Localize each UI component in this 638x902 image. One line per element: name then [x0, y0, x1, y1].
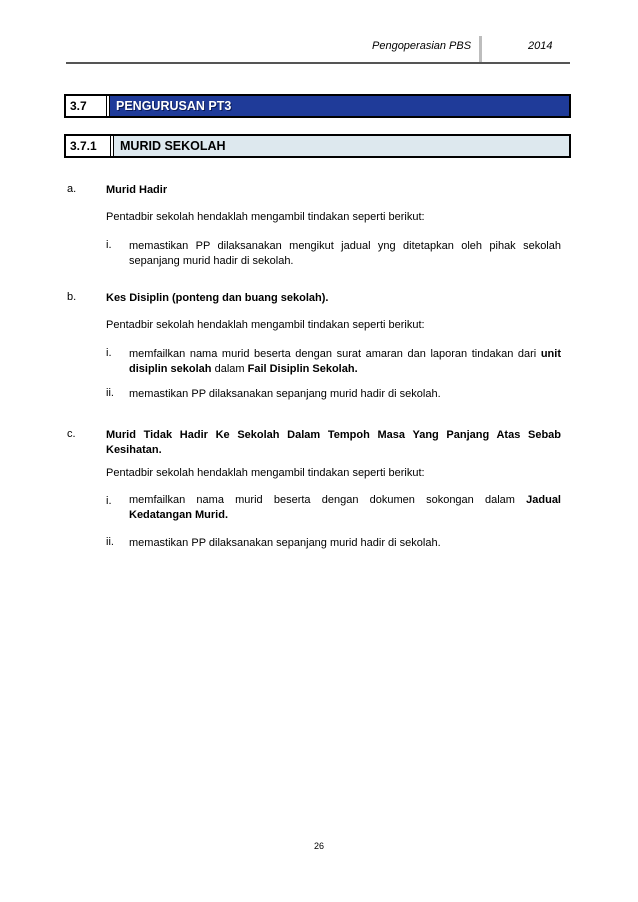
section-c-heading: Murid Tidak Hadir Ke Sekolah Dalam Tempoh Masa Yang Panjang Atas Sebab Kesihatan.	[106, 429, 561, 456]
section-c-marker: c.	[67, 428, 76, 440]
section-c-item-2-text: memastikan PP dilaksanakan sepanjang murid hadir di sekolah.	[129, 537, 441, 549]
header-separator	[479, 36, 482, 62]
text-run: memfailkan nama murid beserta dengan dokumen sokongan dalam	[129, 494, 527, 506]
section-number: 3.7	[66, 96, 110, 116]
section-c-item-2-number: ii.	[106, 536, 114, 548]
section-heading-main	[64, 94, 571, 118]
header-rule	[66, 62, 570, 64]
header-title: Pengoperasian PBS	[372, 40, 472, 52]
section-b-item-1-number: i.	[106, 347, 112, 359]
section-heading-sub	[64, 134, 571, 158]
header-year: 2014	[528, 40, 553, 52]
section-a-item-1-text: memastikan PP dilaksanakan mengikut jadual yng ditetapkan oleh pihak sekolah sepanjang murid hadir di sekolah.	[129, 240, 561, 267]
text-run: dalam	[211, 363, 248, 375]
text-run: memfailkan nama murid beserta dengan surat amaran dan laporan tindakan dari	[129, 348, 541, 360]
section-a-item-1-number: i.	[106, 239, 112, 251]
subsection-number: 3.7.1	[66, 136, 114, 156]
section-b-marker: b.	[67, 291, 77, 303]
section-a-marker: a.	[67, 183, 77, 195]
section-b-item-2-text: memastikan PP dilaksanakan sepanjang murid hadir di sekolah.	[129, 388, 441, 400]
subsection-title: MURID SEKOLAH	[114, 136, 569, 156]
section-b-heading: Kes Disiplin (ponteng dan buang sekolah).	[106, 292, 329, 304]
section-c-item-1-text	[129, 493, 561, 523]
section-b-item-1-text	[129, 347, 561, 377]
section-c-intro: Pentadbir sekolah hendaklah mengambil tindakan seperti berikut:	[106, 467, 425, 479]
bold-text-run: Jadual Kedatangan Murid.	[129, 494, 561, 521]
section-a-heading: Murid Hadir	[106, 184, 168, 196]
section-b-item-2-number: ii.	[106, 387, 114, 399]
section-a-intro: Pentadbir sekolah hendaklah mengambil tindakan seperti berikut:	[106, 211, 425, 223]
section-b-intro: Pentadbir sekolah hendaklah mengambil tindakan seperti berikut:	[106, 319, 425, 331]
section-c-item-1-number: i.	[106, 495, 112, 507]
page-number: 26	[313, 841, 324, 851]
section-title: PENGURUSAN PT3	[110, 96, 569, 116]
bold-text-run: unit disiplin sekolah	[129, 348, 561, 375]
bold-text-run: Fail Disiplin Sekolah.	[247, 363, 358, 375]
